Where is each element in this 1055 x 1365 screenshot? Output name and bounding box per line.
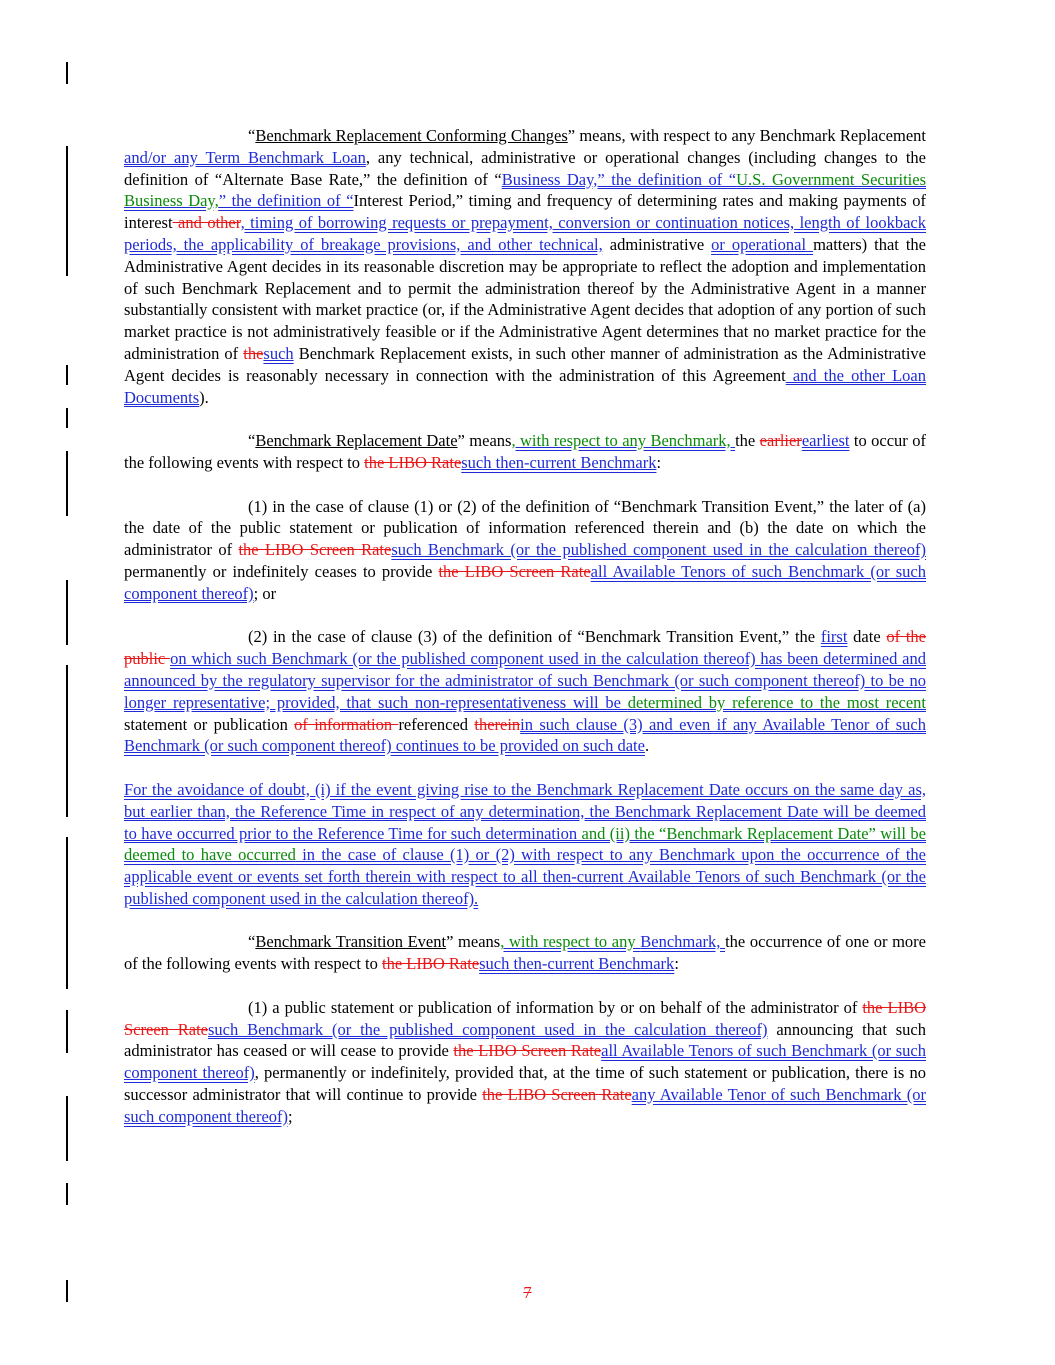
- inserted-text: or operational: [711, 234, 814, 254]
- definition-benchmark-transition-event: [124, 931, 926, 975]
- text: (2) in the case of clause (3) of the definition of “Benchmark Transition Event,” the: [248, 627, 821, 647]
- change-bar: [66, 1096, 68, 1161]
- deleted-text: therein: [474, 714, 521, 734]
- text: (1) in the case of clause (1) or (2) of the definition of “Benchmark Transition Event,” the later of (a) the date of the public statement or publication of information referenced therein and (b) the date on which the administrator of: [124, 496, 926, 560]
- inserted-text: For the avoidance of doubt, (i) if the event giving rise to the Benchmark Replacement Date occurs on the same day as, but earlier than, the Reference Time in respect of any determination, the Benchmark Replacement Date will be deemed to have occurred prior to the Reference Time for such determination: [124, 779, 926, 843]
- defined-term: Benchmark Transition Event: [255, 932, 447, 952]
- inserted-text: in such clause (3) and even if any Available Tenor of such Benchmark (or such component thereof) continues to be provided on such date: [124, 714, 926, 756]
- inserted-text: , timing of borrowing requests or prepayment, conversion or continuation notices, length of lookback periods, the applicability of breakage provisions, and other technical,: [124, 213, 926, 254]
- text: announcing that such administrator has ceased or will cease to provide: [124, 1019, 926, 1061]
- change-bar: [66, 580, 68, 645]
- inserted-text: first: [820, 627, 848, 647]
- change-bar: [66, 408, 68, 428]
- clause-1-transition-event: [124, 997, 926, 1128]
- text: :: [674, 954, 679, 974]
- deleted-text: the LIBO Rate: [364, 452, 462, 472]
- moved-text: U.S. Government Securities Business Day,: [124, 169, 926, 211]
- text: matters) that the Administrative Agent decides in its reasonable discretion may be appropriate to reflect the adoption and implementation of such Benchmark Replacement and to permit the administration thereof by the Administrative Agent in a manner substantially consistent with market practice (or, if the Administrative Agent decides that adoption of any portion of such market practice is not administratively feasible or if the Administrative Agent determines that no market practice for the administration of: [124, 234, 926, 363]
- change-bar: [66, 451, 68, 516]
- text: ).: [199, 387, 209, 407]
- avoidance-of-doubt-paragraph: [124, 779, 926, 910]
- deleted-text: and other: [172, 213, 241, 233]
- text: administrative: [602, 234, 712, 254]
- inserted-text: on which such Benchmark (or the published component used in the calculation thereof) has been determined and announced by the regulatory supervisor for the administrator of such Benchmark (or such component thereof) to be no longer representative; provided, that such non-representativeness will be: [124, 649, 927, 712]
- change-bar: [66, 1183, 68, 1205]
- text: ; or: [253, 583, 277, 603]
- deleted-text: the: [243, 343, 264, 363]
- text: ;: [288, 1106, 293, 1126]
- inserted-text: in the case of clause (1) or (2) with respect to any Benchmark upon the occurrence of the applicable event or events set forth therein with respect to all then-current Available Tenors of such Benchmark (or the published component used in the calculation thereof).: [124, 845, 926, 908]
- inserted-text: such then-current Benchmark: [461, 452, 657, 472]
- moved-text: determined by reference to the most recent: [627, 692, 926, 712]
- text: referenced: [398, 714, 475, 734]
- text: , permanently or indefinitely, provided that, at the time of such statement or publication, there is no successor administrator that will continue to provide: [124, 1063, 927, 1105]
- text: “: [248, 431, 256, 451]
- defined-term: Benchmark Replacement Date: [255, 431, 458, 451]
- text: Interest Period,” timing and frequency of determining rates and making payments of interest: [124, 191, 926, 233]
- deleted-text: of the public: [124, 627, 926, 669]
- clause-1-replacement-date: [124, 496, 926, 605]
- text: date: [847, 627, 887, 647]
- inserted-text: ” the definition of “: [218, 191, 354, 211]
- document-body: [124, 125, 926, 1128]
- definition-benchmark-replacement-conforming-changes: [124, 125, 926, 408]
- text: the: [735, 431, 760, 451]
- moved-text: , with respect to any: [500, 932, 641, 952]
- text: , any technical, administrative or operational changes (including changes to the definition of “Alternate Base Rate,” the definition of “: [124, 147, 926, 189]
- change-bar: [66, 1010, 68, 1053]
- text: statement or publication: [124, 714, 295, 734]
- inserted-text: such Benchmark (or the published component used in the calculation thereof): [391, 540, 926, 560]
- change-bar: [66, 146, 68, 276]
- clause-2-replacement-date: [124, 626, 926, 757]
- text: “: [248, 932, 256, 952]
- text: .: [644, 736, 650, 756]
- text: the occurrence of one or more of the following events with respect to: [124, 932, 926, 974]
- text: ” means: [457, 431, 512, 451]
- text: ” means: [446, 932, 501, 952]
- inserted-text: such then-current Benchmark: [479, 954, 675, 974]
- deleted-text: the LIBO Screen Rate: [438, 561, 591, 581]
- deleted-text: the LIBO Rate: [381, 954, 480, 974]
- change-bar: [66, 365, 68, 385]
- moved-text: , with respect to any Benchmark,: [511, 431, 736, 451]
- deleted-text: the LIBO Screen Rate: [124, 997, 926, 1039]
- moved-text: and (ii) the “Benchmark Replacement Date” will be deemed to have occurred: [124, 823, 926, 865]
- change-bar: [66, 665, 68, 817]
- text: Benchmark Replacement exists, in such other manner of administration as the Administrative Agent decides is reasonably necessary in connection with the administration of this Agreement: [124, 343, 926, 385]
- deleted-text: the LIBO Screen Rate: [453, 1041, 602, 1061]
- page-number: 7: [523, 1283, 532, 1302]
- text: (1) a public statement or publication of information by or on behalf of the administrator of: [248, 997, 863, 1017]
- inserted-text: all Available Tenors of such Benchmark (or such component thereof): [124, 561, 926, 603]
- inserted-text: and the other Loan Documents: [124, 365, 926, 407]
- deleted-text: the LIBO Screen Rate: [238, 540, 392, 560]
- deleted-text: earlier: [759, 431, 802, 451]
- text: ” means, with respect to any Benchmark Replacement: [567, 126, 926, 145]
- inserted-text: and/or any Term Benchmark Loan: [124, 147, 366, 167]
- inserted-text: such: [263, 343, 294, 363]
- deleted-text: of information: [294, 714, 399, 734]
- change-bar: [66, 837, 68, 989]
- deleted-text: the LIBO Screen Rate: [482, 1085, 632, 1105]
- text: permanently or indefinitely ceases to provide: [124, 561, 439, 581]
- inserted-text: earliest: [801, 431, 850, 451]
- inserted-text: any Available Tenor of such Benchmark (or such component thereof): [124, 1085, 927, 1126]
- defined-term: Benchmark Replacement Conforming Changes: [255, 126, 568, 145]
- text: :: [656, 452, 662, 472]
- text: “: [248, 126, 256, 145]
- inserted-text: such Benchmark (or the published component used in the calculation thereof): [207, 1019, 768, 1039]
- inserted-text: all Available Tenors of such Benchmark (or such component thereof): [124, 1041, 926, 1083]
- definition-benchmark-replacement-date: [124, 430, 926, 474]
- text: to occur of the following events with respect to: [124, 431, 926, 472]
- change-bar: [66, 62, 68, 84]
- inserted-text: Business Day,” the definition of “: [501, 169, 737, 189]
- inserted-text: Benchmark,: [640, 932, 726, 952]
